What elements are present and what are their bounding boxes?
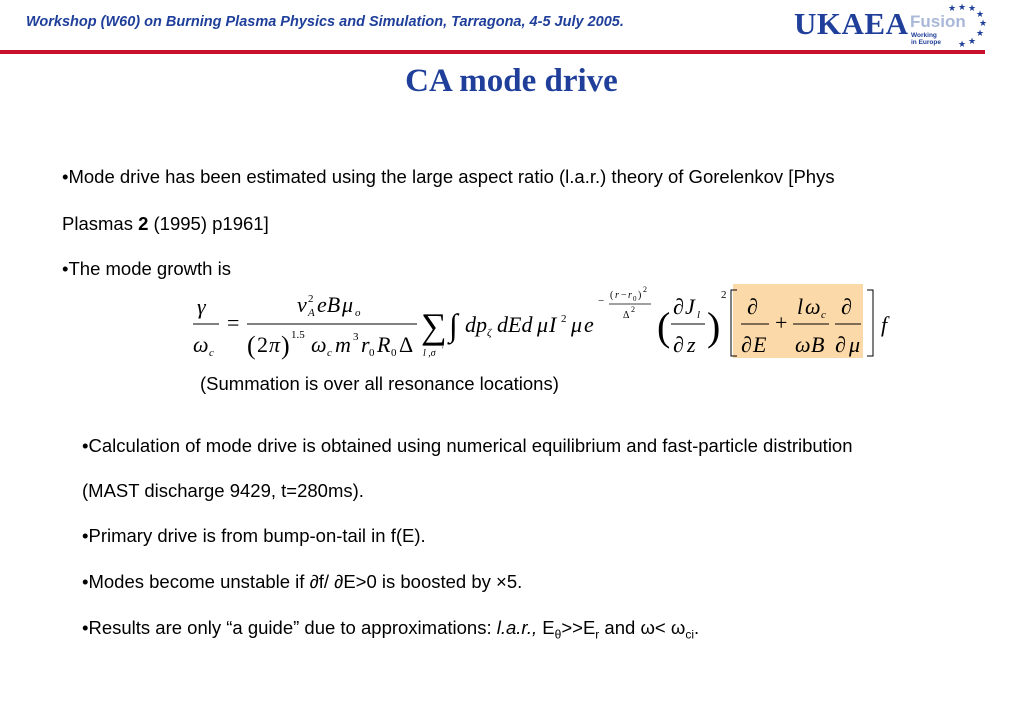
logo-tagline-line2: in Europe [911,39,941,46]
svg-text:−: − [621,290,627,301]
svg-text:∫: ∫ [449,307,458,343]
svg-text:ζ: ζ [487,327,492,339]
growth-rate-formula [185,282,905,364]
svg-text:′: ′ [442,345,444,354]
svg-text:2: 2 [643,285,647,294]
svg-text:★: ★ [958,40,967,50]
svg-text:r: r [615,290,619,301]
svg-text:γ: γ [197,294,206,319]
svg-text:μ: μ [849,332,861,357]
workshop-caption: Workshop (W60) on Burning Plasma Physics and Simulation, Tarragona, 4-5 July 2005. [26,14,624,30]
svg-text:1.5: 1.5 [291,329,305,341]
svg-text:μ: μ [342,292,354,317]
svg-text:c: c [821,309,826,321]
svg-text:ω: ω [311,332,327,357]
svg-text:m: m [335,332,351,357]
svg-text:★: ★ [958,3,967,13]
ukaea-fusion-logo [790,2,990,50]
svg-text:r: r [361,332,370,357]
svg-text:Δ: Δ [399,332,414,357]
svg-text:): ) [281,331,290,360]
times-symbol: × [496,571,507,592]
svg-text:∂: ∂ [673,332,684,357]
svg-text:∑: ∑ [421,306,447,346]
slide-header [0,0,1023,50]
svg-text:★: ★ [968,4,977,14]
partial-symbol-2: ∂ [334,571,344,592]
svg-text:∂: ∂ [741,332,752,357]
svg-text:dp: dp [465,312,487,337]
svg-text:(: ( [657,304,671,349]
svg-text:★: ★ [979,19,988,29]
eu-stars-icon [938,2,988,50]
svg-text:∂: ∂ [841,294,852,319]
svg-text:(: ( [247,331,256,360]
reference-year-page: (1995) p1961] [148,213,269,234]
bullet-calculation-discharge: (MAST discharge 9429, t=280ms). [82,480,364,501]
svg-text:=: = [227,310,240,335]
unstable-text-d: 5. [506,571,523,592]
logo-ukaea-text: UKAEA [794,6,909,41]
svg-text:l ,σ: l ,σ [423,348,436,359]
unstable-text-a: •Modes become unstable if [82,571,310,592]
svg-text:I: I [549,312,557,337]
svg-text:c: c [327,347,332,359]
svg-text:★: ★ [948,4,957,14]
svg-text:+: + [775,310,788,335]
reference-journal: Plasmas [62,213,139,234]
bullet-mode-drive-reference [62,213,269,235]
svg-text:Δ: Δ [623,310,630,321]
svg-text:μ: μ [571,312,583,337]
svg-text:0: 0 [391,347,397,359]
bullet-calculation: •Calculation of mode drive is obtained using numerical equilibrium and fast-particle distribution [82,435,853,456]
results-ci-sub: ci [685,627,694,642]
svg-text:0: 0 [633,295,637,303]
header-divider [0,50,985,54]
svg-text:ω: ω [795,332,811,357]
bullet-results-guide [82,617,699,642]
results-and: and [599,617,641,638]
results-end: . [693,617,700,638]
svg-text:r: r [628,290,632,301]
svg-text:(: ( [610,290,614,301]
results-lar: l.a.r., [496,617,538,638]
bullet-unstable-modes [82,571,522,593]
unstable-text-c: E>0 is boosted by [343,571,497,592]
results-e: E [537,617,555,638]
svg-text:∂: ∂ [747,294,758,319]
svg-text:ω: ω [193,332,209,357]
svg-text:f: f [881,312,888,337]
svg-text:0: 0 [369,347,375,359]
svg-text:μ: μ [537,312,549,337]
svg-text:dEd: dEd [497,312,533,337]
logo-fusion-text: Fusion [910,12,966,31]
logo-tagline-line1: Working [911,32,937,39]
svg-text:): ) [638,290,642,301]
svg-text:3: 3 [353,331,359,343]
results-gg-e: >>E [561,617,596,638]
svg-text:2: 2 [561,313,567,325]
svg-text:★: ★ [976,29,985,39]
svg-text:A: A [308,307,315,319]
partial-symbol-1: ∂ [309,571,319,592]
svg-text:o: o [355,307,361,319]
unstable-text-b: f/ [318,571,335,592]
svg-text:2: 2 [308,293,314,305]
svg-text:z: z [687,332,696,357]
svg-text:): ) [707,304,721,349]
svg-text:l: l [697,309,701,321]
results-r-sub: r [595,627,600,642]
summation-note: (Summation is over all resonance locations) [200,373,559,394]
svg-text:c: c [209,347,214,359]
svg-text:eB: eB [317,292,341,317]
svg-text:−: − [598,295,605,307]
svg-text:★: ★ [976,10,985,20]
svg-text:★: ★ [968,37,977,47]
results-omega2: ω [670,617,686,638]
svg-text:∂: ∂ [835,332,846,357]
bullet-mode-drive-estimate: •Mode drive has been estimated using the large aspect ratio (l.a.r.) theory of Gorelenkov [Phys [62,166,835,187]
bullet-primary-drive: •Primary drive is from bump-on-tail in f(E). [82,525,426,546]
slide-title: CA mode drive [405,63,618,99]
svg-text:ω: ω [805,294,821,319]
svg-text:v: v [297,292,307,317]
svg-text:2: 2 [631,305,635,314]
svg-text:B: B [811,332,825,357]
reference-volume: 2 [138,213,149,234]
bullet-mode-growth: •The mode growth is [62,258,231,279]
svg-text:2: 2 [257,332,268,357]
svg-text:J: J [685,294,695,319]
svg-text:e: e [584,312,594,337]
svg-text:E: E [753,332,767,357]
logo-tagline [911,32,941,46]
svg-text:2: 2 [721,289,727,301]
results-lt: < [654,617,671,638]
svg-text:∂: ∂ [673,294,684,319]
results-text-a: •Results are only “a guide” due to approximations: [82,617,497,638]
results-omega: ω [640,617,655,638]
svg-text:l: l [797,294,804,319]
results-theta-sub: θ [554,627,562,642]
svg-text:R: R [377,332,391,357]
svg-text:π: π [269,332,281,357]
